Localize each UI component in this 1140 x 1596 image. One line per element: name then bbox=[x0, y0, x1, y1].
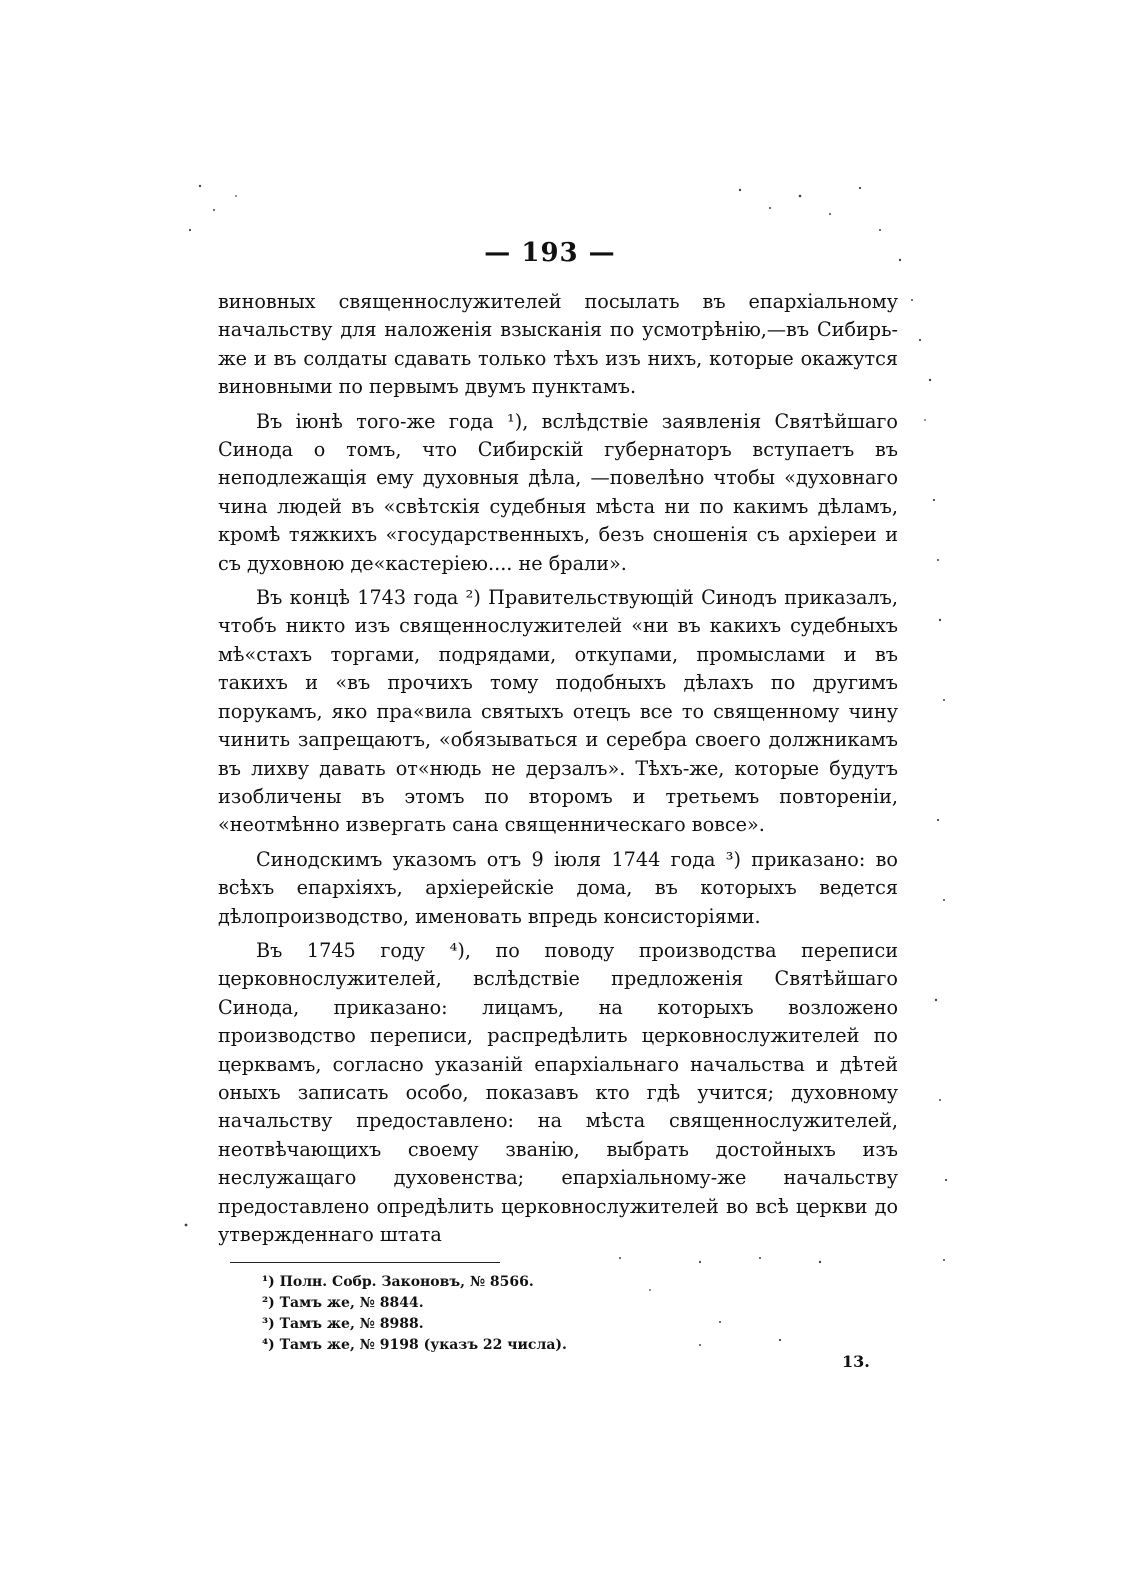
footnote-1: ¹) Полн. Собр. Законовъ, № 8566. bbox=[262, 1274, 534, 1290]
footnote-divider bbox=[230, 1262, 500, 1263]
paragraph-1: виновных священнослужителей посылать въ епархіальному начальству для наложенія взысканія по усмотрѣнію,—въ Сибирь-же и въ солдаты сдавать только тѣхъ изъ нихъ, которые окажутся виновными по первымъ двумъ пунктамъ. bbox=[218, 290, 898, 399]
paragraph-4: Синодскимъ указомъ отъ 9 іюля 1744 года ³) приказано: во всѣхъ епархіяхъ, архіерейскіе дома, въ которыхъ ведется дѣлопроизводство, именовать впредь консисторіями. bbox=[218, 847, 898, 928]
page-number: — 193 — bbox=[484, 238, 616, 268]
footnote-2: ²) Тамъ же, № 8844. bbox=[262, 1295, 424, 1311]
footnote-3: ³) Тамъ же, № 8988. bbox=[262, 1316, 424, 1332]
signature-mark: 13. bbox=[842, 1352, 870, 1371]
paragraph-2: Въ іюнѣ того-же года ¹), вслѣдствіе заявленія Святѣйшаго Синода о томъ, что Сибирскій губернаторъ вступаетъ въ неподлежащія ему духовныя дѣла, —повелѣно чтобы «духовнаго чина людей въ «свѣтскія судебныя мѣста ни по какимъ дѣламъ, кромѣ тяжкихъ «государственныхъ, безъ сношенія съ архіереи и съ духовною де«кастеріею.... не брали». bbox=[218, 409, 898, 575]
paragraph-3: Въ концѣ 1743 года ²) Правительствующій Синодъ приказалъ, чтобъ никто изъ священнослужителей «ни въ какихъ судебныхъ мѣ«стахъ торгами, подрядами, откупами, промыслами и въ такихъ и «въ прочихъ тому подобныхъ дѣлахъ по другимъ порукамъ, яко пра«вила святыхъ отецъ все то священному чину чинить запрещаютъ, «обязываться и серебра своего должникамъ въ лихву давать от«нюдь не дерзалъ». Тѣхъ-же, которые будутъ изобличены въ этомъ по второмъ и третьемъ повтореніи, «неотмѣнно извергать сана священническаго вовсе». bbox=[218, 586, 898, 837]
footnotes bbox=[262, 1272, 822, 1356]
body-text bbox=[218, 288, 898, 1255]
paragraph-5: Въ 1745 году ⁴), по поводу производства переписи церковнослужителей, вслѣдствіе предложенія Святѣйшаго Синода, приказано: лицамъ, на которыхъ возложено производство переписи, распредѣлить церковнослужителей по церквамъ, согласно указаній епархіальнаго начальства и дѣтей оныхъ записать особо, показавъ кто гдѣ учится; духовному начальству предоставлено: на мѣста священнослужителей, неотвѣчающихъ своему званію, выбрать достойныхъ изъ неслужащаго духовенства; епархіальному-же начальству предоставлено опредѣлить церковнослужителей во всѣ церкви до утвержденнаго штата bbox=[218, 938, 898, 1246]
footnote-4: ⁴) Тамъ же, № 9198 (указъ 22 числа). bbox=[262, 1337, 567, 1353]
